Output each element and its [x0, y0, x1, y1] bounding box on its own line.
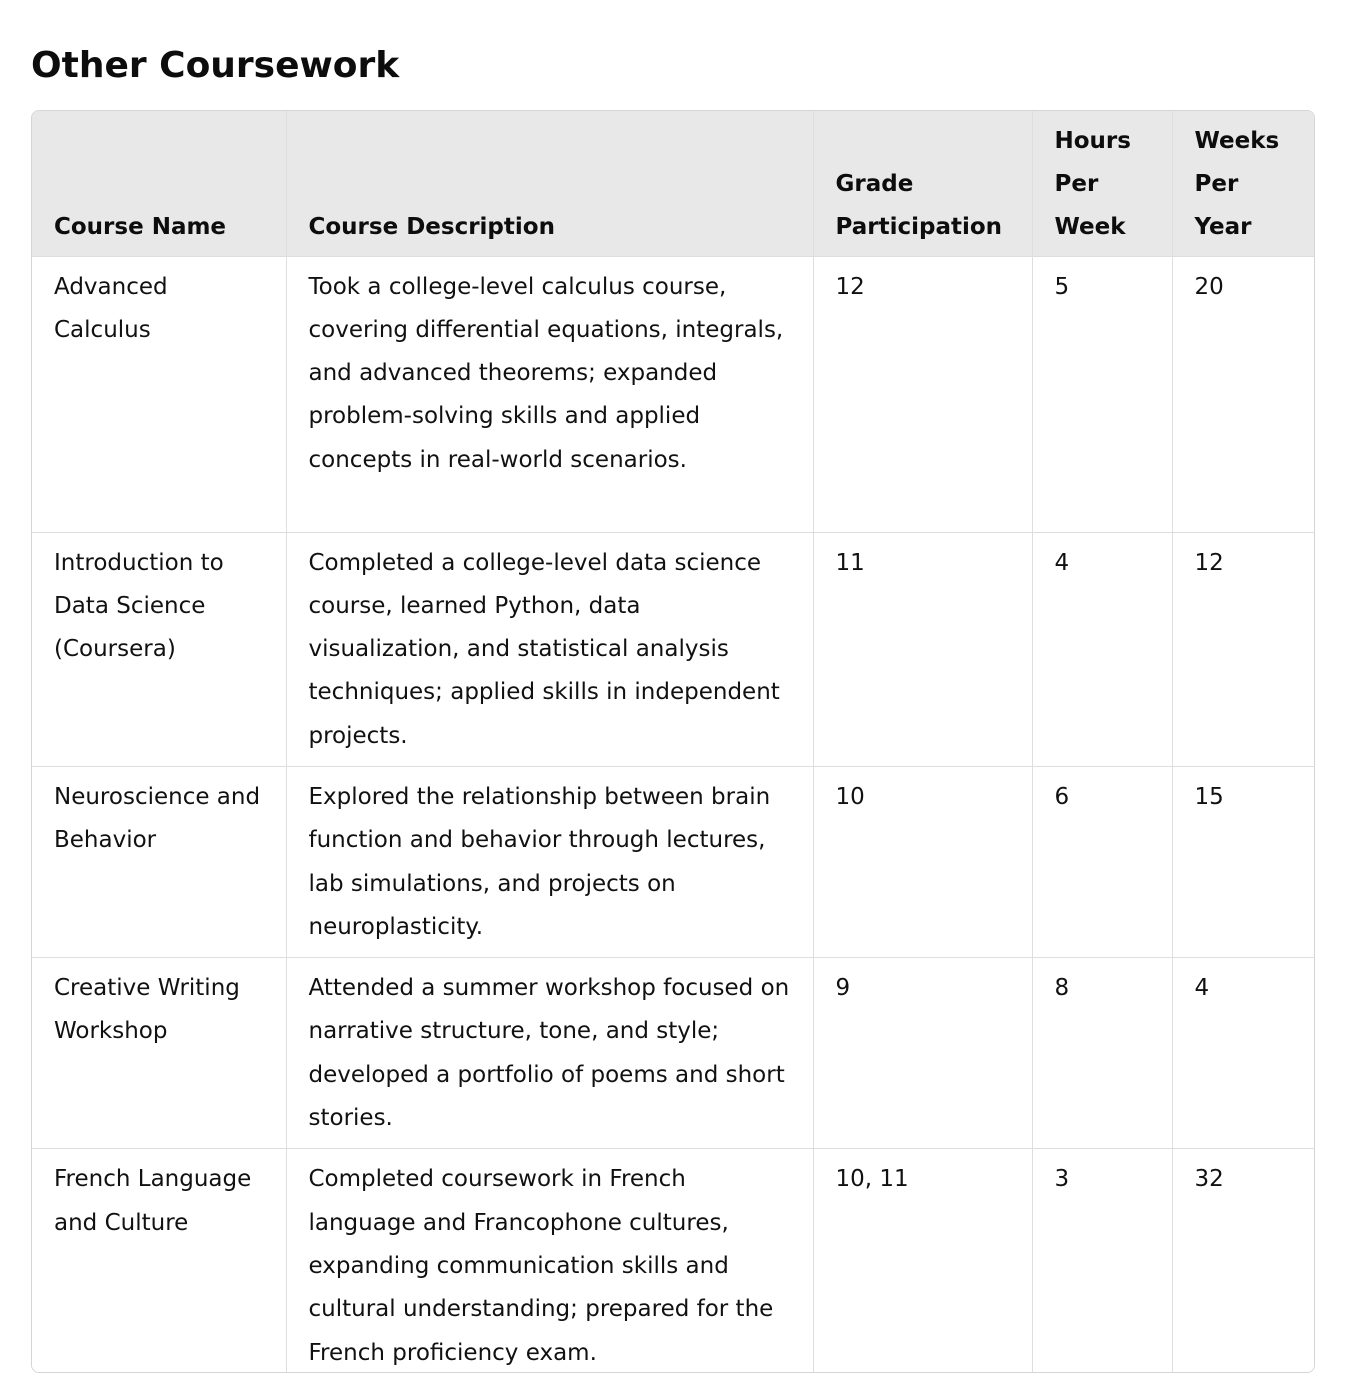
cell-grade-participation: 9	[813, 958, 1032, 1149]
cell-grade-participation: 10	[813, 766, 1032, 957]
cell-course-name: French Language and Culture	[32, 1149, 286, 1373]
cell-course-name: Introduction to Data Science (Coursera)	[32, 532, 286, 766]
cell-hours-per-week: 3	[1032, 1149, 1172, 1373]
cell-course-description: Completed coursework in French language and Francophone cultures, expanding communication skills and cultural understanding; prepared for the French proficiency exam.	[286, 1149, 813, 1373]
cell-grade-participation: 11	[813, 532, 1032, 766]
header-grade-participation: Grade Participation	[813, 111, 1032, 256]
cell-weeks-per-year: 12	[1172, 532, 1315, 766]
header-hours-per-week: Hours Per Week	[1032, 111, 1172, 256]
cell-grade-participation: 12	[813, 256, 1032, 532]
coursework-table	[32, 111, 1315, 1373]
header-weeks-per-year: Weeks Per Year	[1172, 111, 1315, 256]
table-row	[32, 256, 1315, 532]
cell-course-name: Advanced Calculus	[32, 256, 286, 532]
table-row	[32, 1149, 1315, 1373]
cell-hours-per-week: 8	[1032, 958, 1172, 1149]
cell-course-description: Attended a summer workshop focused on narrative structure, tone, and style; developed a portfolio of poems and short stories.	[286, 958, 813, 1149]
cell-weeks-per-year: 32	[1172, 1149, 1315, 1373]
cell-hours-per-week: 4	[1032, 532, 1172, 766]
table-body	[32, 256, 1315, 1373]
cell-hours-per-week: 6	[1032, 766, 1172, 957]
header-course-description: Course Description	[286, 111, 813, 256]
table-header	[32, 111, 1315, 256]
cell-weeks-per-year: 15	[1172, 766, 1315, 957]
cell-course-description: Took a college-level calculus course, covering differential equations, integrals, and advanced theorems; expanded problem-solving skills and applied concepts in real-world scenarios.	[286, 256, 813, 532]
cell-weeks-per-year: 20	[1172, 256, 1315, 532]
cell-course-name: Neuroscience and Behavior	[32, 766, 286, 957]
cell-hours-per-week: 5	[1032, 256, 1172, 532]
cell-course-description: Completed a college-level data science course, learned Python, data visualization, and statistical analysis techniques; applied skills in independent projects.	[286, 532, 813, 766]
cell-grade-participation: 10, 11	[813, 1149, 1032, 1373]
table-row	[32, 958, 1315, 1149]
cell-weeks-per-year: 4	[1172, 958, 1315, 1149]
cell-course-description: Explored the relationship between brain function and behavior through lectures, lab simulations, and projects on neuroplasticity.	[286, 766, 813, 957]
table-row	[32, 532, 1315, 766]
cell-course-name: Creative Writing Workshop	[32, 958, 286, 1149]
coursework-table-container	[31, 110, 1315, 1373]
page-title: Other Coursework	[31, 45, 400, 86]
header-course-name: Course Name	[32, 111, 286, 256]
table-row	[32, 766, 1315, 957]
header-row	[32, 111, 1315, 256]
